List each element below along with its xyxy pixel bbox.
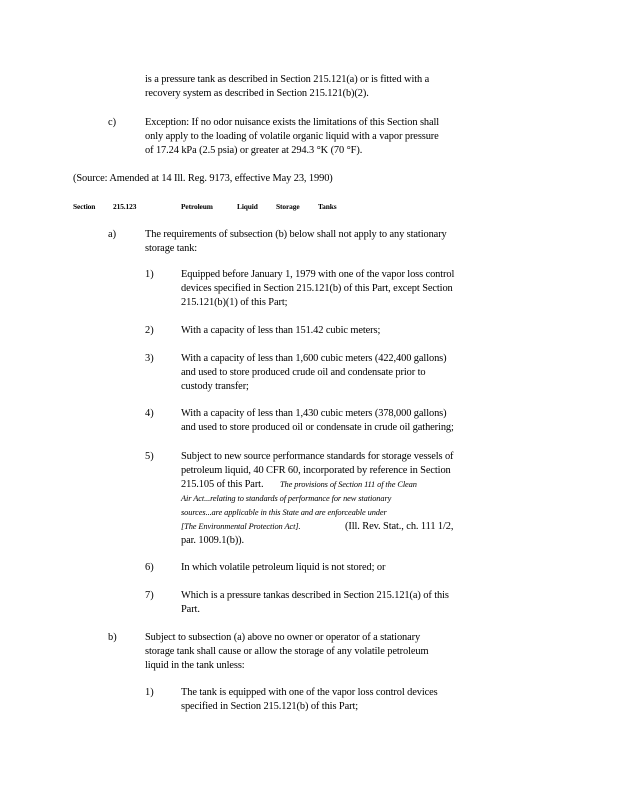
- paragraph-line: Which is a pressure tankas described in Section 215.121(a) of this: [181, 590, 449, 601]
- subitem-label: 3): [145, 353, 154, 364]
- paragraph-line: Equipped before January 1, 1979 with one of the vapor loss control: [181, 269, 455, 280]
- subitem-label: 6): [145, 562, 154, 573]
- item-label-a: a): [108, 229, 117, 240]
- subitem-label: 5): [145, 451, 154, 462]
- section-word: Section: [73, 202, 96, 211]
- paragraph-line: The tank is equipped with one of the vapor loss control devices: [181, 687, 438, 698]
- paragraph-line: of 17.24 kPa (2.5 psia) or greater at 294.3 °K (70 °F).: [145, 145, 363, 156]
- paragraph-line: Part.: [181, 604, 200, 615]
- paragraph-line: specified in Section 215.121(b) of this Part;: [181, 701, 359, 712]
- source-note: (Source: Amended at 14 Ill. Reg. 9173, effective May 23, 1990): [73, 173, 333, 184]
- paragraph-line: storage tank shall cause or allow the storage of any volatile petroleum: [145, 646, 429, 657]
- paragraph-line: 215.105 of this Part.: [181, 479, 264, 490]
- paragraph-line: Exception: If no odor nuisance exists the limitations of this Section shall: [145, 117, 440, 128]
- italic-quote-line: [The Environmental Protection Act].: [181, 522, 301, 531]
- paragraph-line: storage tank:: [145, 243, 198, 254]
- section-number: 215.123: [113, 202, 137, 211]
- section-title-word: Petroleum: [181, 202, 213, 211]
- paragraph-line: devices specified in Section 215.121(b) of this Part, except Section: [181, 283, 453, 294]
- italic-quote-line: sources...are applicable in this State and are enforceable under: [181, 508, 387, 517]
- citation: par. 1009.1(b)).: [181, 535, 245, 546]
- paragraph-line: custody transfer;: [181, 381, 249, 392]
- paragraph-line: petroleum liquid, 40 CFR 60, incorporated by reference in Section: [181, 465, 451, 476]
- subitem-label: 1): [145, 687, 154, 698]
- paragraph-line: is a pressure tank as described in Section 215.121(a) or is fitted with a: [145, 74, 430, 85]
- subitem-label: 4): [145, 408, 154, 419]
- paragraph-line: and used to store produced oil or condensate in crude oil gathering;: [181, 422, 454, 433]
- italic-quote-line: The provisions of Section 111 of the Clean: [280, 480, 417, 489]
- paragraph-line: and used to store produced crude oil and condensate prior to: [181, 367, 426, 378]
- subitem-label: 2): [145, 325, 154, 336]
- section-title-word: Tanks: [318, 202, 337, 211]
- paragraph-line: liquid in the tank unless:: [145, 660, 245, 671]
- item-label-c: c): [108, 117, 117, 128]
- paragraph-line: The requirements of subsection (b) below shall not apply to any stationary: [145, 229, 447, 240]
- paragraph-line: Subject to subsection (a) above no owner or operator of a stationary: [145, 632, 421, 643]
- paragraph-line: recovery system as described in Section 215.121(b)(2).: [145, 88, 369, 99]
- section-title-word: Storage: [276, 202, 300, 211]
- paragraph-line: only apply to the loading of volatile organic liquid with a vapor pressure: [145, 131, 439, 142]
- paragraph-line: In which volatile petroleum liquid is not stored; or: [181, 562, 386, 573]
- subitem-label: 1): [145, 269, 154, 280]
- subitem-label: 7): [145, 590, 154, 601]
- paragraph-line: With a capacity of less than 1,430 cubic meters (378,000 gallons): [181, 408, 447, 419]
- paragraph-line: Subject to new source performance standards for storage vessels of: [181, 451, 454, 462]
- citation: (Ill. Rev. Stat., ch. 111 1/2,: [345, 521, 454, 532]
- paragraph-line: 215.121(b)(1) of this Part;: [181, 297, 288, 308]
- item-label-b: b): [108, 632, 117, 643]
- italic-quote-line: Air Act...relating to standards of performance for new stationary: [181, 494, 392, 503]
- section-title-word: Liquid: [237, 202, 258, 211]
- paragraph-line: With a capacity of less than 151.42 cubic meters;: [181, 325, 381, 336]
- paragraph-line: With a capacity of less than 1,600 cubic meters (422,400 gallons): [181, 353, 447, 364]
